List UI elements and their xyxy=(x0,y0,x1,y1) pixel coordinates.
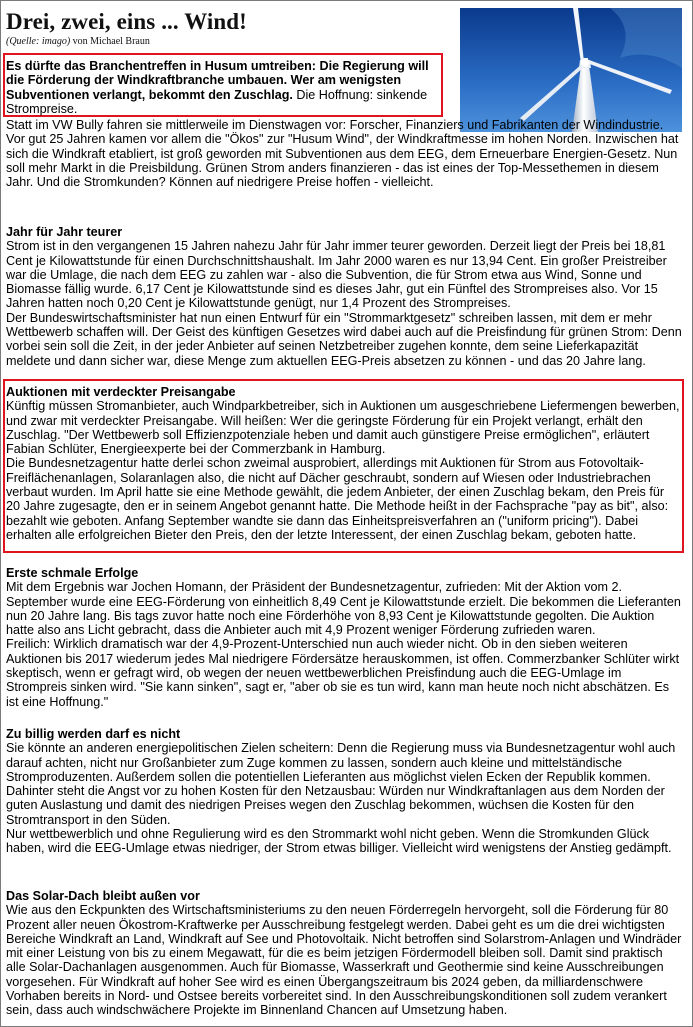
wind-turbine-image xyxy=(460,8,682,132)
section-solar-dach xyxy=(6,889,682,1018)
section-erste-erfolge xyxy=(6,566,682,709)
section-auktionen xyxy=(6,385,681,542)
section-paragraph: Die Bundesnetzagentur hatte derlei schon zweimal ausprobiert, allerdings mit Auktionen für Strom aus Fotovoltaik-Freiflächenanlagen, Solaranlagen also, die nicht auf Dächer geschraubt, sondern auf Wiesen oder Industriebrachen verbaut wurden. Im April hatte sie eine Methode gewählt, die jedem Anbieter, der einen Zuschlag bekam, den Preis für 20 Jahre zugesagte, den er in seinem Angebot genannt hatte. Die Methode heißt in der Fachsprache "pay as bit", also: bezahlt wie geboten. Anfang September wandte sie dann das Einheitspreisverfahren an ("uniform pricing"). Dabei erhalten alle erfolgreichen Bieter den Preis, den der letzte Interessent, der einen Zuschlag bekam, geboten hatte. xyxy=(6,456,669,542)
section-paragraph: Sie könnte an anderen energiepolitischen Zielen scheitern: Denn die Regierung muss via Bundesnetzagentur wohl auch darauf achten, nicht nur Großanbieter zum Zuge kommen zu lassen, sondern auch kleine und mittelständische Stromproduzenten. Außerdem sollen die potentiellen Lieferanten aus möglichst vielen Ecken der Republik kommen. Dahinter steht die Angst vor zu hohen Kosten für den Netzausbau: Würden nur Windkraftanlagen aus dem Norden der guten Auslastung und damit des niedrigen Preises wegen den Zuschlag bekommen, wüchsen die Kosten für den Stromtransport in den Süden. xyxy=(6,741,676,827)
section-heading: Jahr für Jahr teurer xyxy=(6,225,123,239)
section-paragraph: Nur wettbewerblich und ohne Regulierung wird es den Strommarkt wohl nicht geben. Wenn die Stromkunden Glück haben, wird die EEG-Umlage etwas niedriger, der Strom etwas billiger. Vielleicht wird wenigstens der Anstieg gedämpft. xyxy=(6,827,672,856)
section-paragraph: Strom ist in den vergangenen 15 Jahren nahezu Jahr für Jahr immer teurer geworden. Derzeit liegt der Preis bei 18,81 Cent je Kilowattstunde für einen Durchschnittshaushalt. Im Jahr 2000 waren es nur 13,94 Cent. Ein großer Preistreiber war die Umlage, die nach dem EEG zu zahlen war - also die Subvention, die für Strom etwa aus Wind, Sonne und Biomasse fällig wurde. 6,17 Cent je Kilowattstunde sind es dieses Jahr, gut ein Fünftel des Strompreises also. Vor 15 Jahren hatten noch 0,20 Cent je Kilowattstunde genügt, nur 1,4 Prozent des Strompreises. xyxy=(6,239,667,311)
article-title: Drei, zwei, eins ... Wind! xyxy=(6,9,247,34)
section-zu-billig xyxy=(6,727,682,856)
article-lead xyxy=(6,59,444,116)
section-paragraph: Der Bundeswirtschaftsminister hat nun einen Entwurf für ein "Strommarktgesetz" schreiben lassen, mit dem er mehr Wettbewerb schaffen will. Der Geist des künftigen Gesetzes wird dabei auch auf die Preisfindung für grünen Strom: Denn vorbei sein soll die Zeit, in der jeder Anbieter auf seinen Netzbetreiber zugehen konnte, dem seine Lieferkapazität meldete und dann sicher war, diese Menge zum aktuellen EEG-Preis absetzen zu können - und das 20 Jahre lang. xyxy=(6,310,682,368)
section-paragraph: Mit dem Ergebnis war Jochen Homann, der Präsident der Bundesnetzagentur, zufrieden: Mit der Aktion vom 2. September wurde eine EEG-Förderung von einheitlich 8,49 Cent je Kilowattstunde erzielt. Die bekommen die Lieferanten nun 20 Jahre lang. Bis tags zuvor hatte noch eine Förderhöhe von 8,93 Cent je Kilowattstunde gegolten. Die Auktion hatte also ans Licht gebracht, dass die Anbieter auch mit 4,9 Prozent weniger Förderung zufrieden waren. xyxy=(6,580,681,638)
section-jahr-fuer-jahr xyxy=(6,225,682,368)
wind-turbine-photo xyxy=(460,8,682,132)
section-paragraph: Wie aus den Eckpunkten des Wirtschaftsministeriums zu den neuen Förderregeln hervorgeht, soll die Förderung für 80 Prozent aller neuen Ökostrom-Kraftwerke per Ausschreibung festgelegt werden. Dabei geht es um die drei wichtigsten Bereiche Windkraft an Land, Windkraft auf See und Photovoltaik. Nicht betroffen sind Solarstrom-Anlagen und Windräder mit einer Leistung von bis zu einem Megawatt, für die es beim jetzigen Fördermodell bleiben soll. Damit sind praktisch alle Solar-Dachanlagen ausgenommen. Auch für Biomasse, Wasserkraft und Geothermie sind keine Ausschreibungen vorgesehen. Für Windkraft auf hoher See wird es einen Übergangszeitraum bis 2024 geben, da milliardenschwere Vorhaben bereits in Nord- und Ostsee bereits vorbereitet sind. In den Ausschreibungskonditionen soll zudem verankert sein, dass auch windschwächere Projekte im Binnenland Chancen auf Umsetzung haben. xyxy=(6,903,682,1018)
section-heading: Erste schmale Erfolge xyxy=(6,566,139,580)
author-credit: von Michael Braun xyxy=(70,36,150,47)
section-heading: Das Solar-Dach bleibt außen vor xyxy=(6,889,200,903)
lead-bold: Es dürfte das Branchentreffen in Husum umtreiben: Die Regierung will die Förderung der Windkraftbranche umbauen. Wer am wenigsten Subventionen verlangt, bekommt den Zuschlag. xyxy=(6,59,429,102)
lead-rest: Die Hoffnung: sinkende Strompreise. xyxy=(6,87,428,116)
section-paragraph: Freilich: Wirklich dramatisch war der 4,9-Prozent-Unterschied nun auch wieder nicht. Ob in den sieben weiteren Auktionen bis 2017 wiederum jedes Mal niedrigere Fördersätze herauskommen, ist offen. Commerzbanker Schlüter wirkt skeptisch, wenn er gefragt wird, ob wegen der neuen wettbewerblichen Preisfindung auch die EEG-Umlage im Strompreis sinken wird. "Sie kann sinken", sagt er, "aber ob sie es tun wird, kann man heute noch nicht abschätzen. Es ist eine Hoffnung." xyxy=(6,637,680,709)
image-credit: (Quelle: imago) xyxy=(6,36,71,47)
section-heading: Zu billig werden darf es nicht xyxy=(6,727,181,741)
section-paragraph: Künftig müssen Stromanbieter, auch Windparkbetreiber, sich in Auktionen um ausgeschriebene Liefermengen bewerben, und zwar mit verdeckter Preisangabe. Will heißen: Wer die geringste Förderung für ein Projekt verlangt, erhält den Zuschlag. "Der Wettbewerb soll Effizienzpotenziale heben und damit auch günstigere Preise ermöglichen", erläutert Fabian Schlüter, Energieexperte bei der Commerzbank in Hamburg. xyxy=(6,399,680,457)
section-heading: Auktionen mit verdeckter Preisangabe xyxy=(6,385,236,399)
article-intro: Statt im VW Bully fahren sie mittlerweile im Dienstwagen vor: Forscher, Finanziers und Fabrikanten der Windindustrie. Vor gut 25 Jahren kamen vor allem die "Ökos" zur "Husum Wind", der Windkraftmesse im hohen Norden. Inzwischen hat sich die Windkraft etabliert, ist groß geworden mit Subventionen aus dem EEG, dem Erneuerbare Energien-Gesetz. Nun soll mehr Markt in die Preisbildung. Grünen Strom anders finanzieren - das ist eines der Top-Messethemen in diesem Jahr. Und die Stromkunden? Können auf niedrigere Preise hoffen - vielleicht. xyxy=(6,118,679,190)
